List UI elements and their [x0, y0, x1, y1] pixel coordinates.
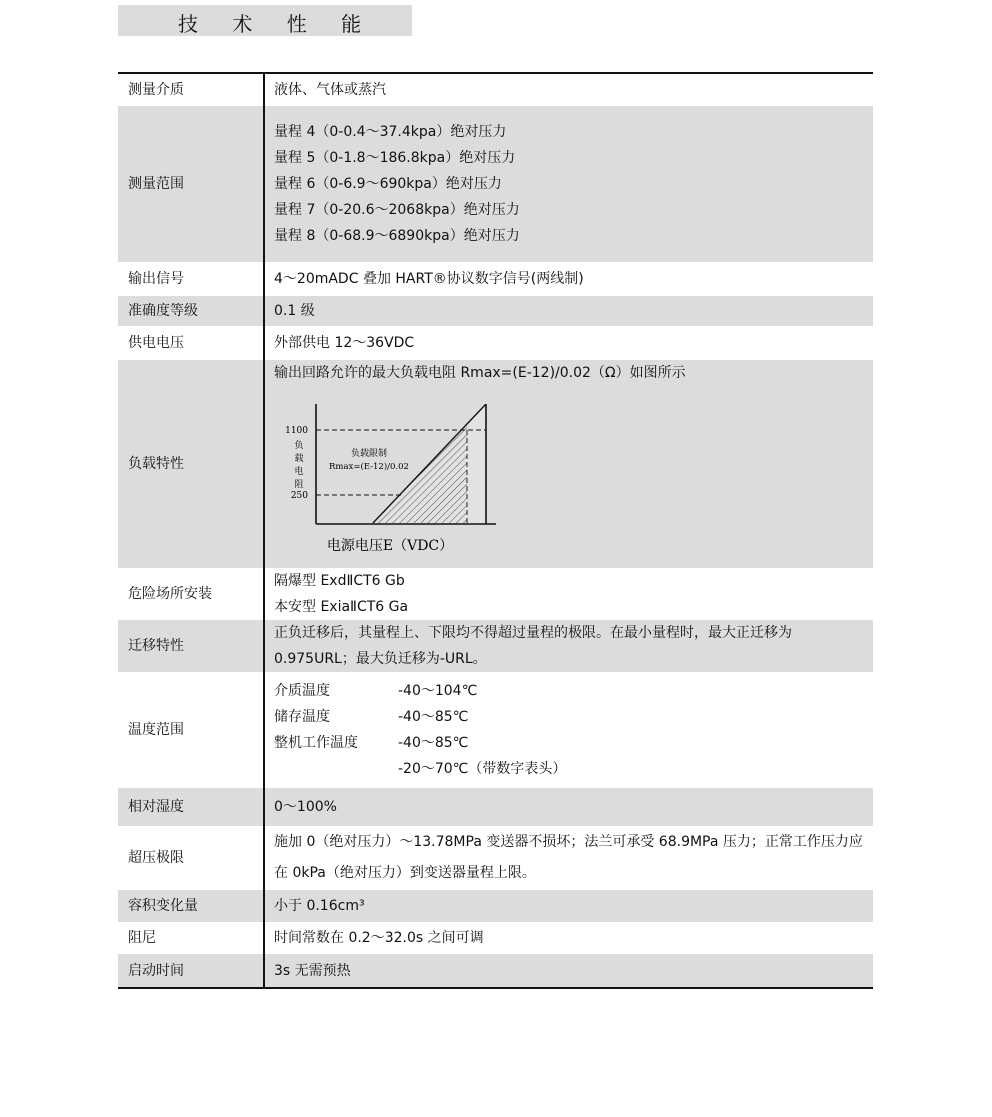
- row-value: [264, 106, 873, 262]
- y-tick-bottom: 250: [290, 491, 308, 501]
- value-line: 隔爆型 ExdⅡCT6 Gb: [274, 573, 405, 589]
- y-axis-label-char: 阻: [294, 480, 304, 490]
- temp-label: 整机工作温度: [274, 735, 358, 751]
- y-axis-label-char: 载: [294, 454, 304, 464]
- section-title: 技 术 性 能: [178, 12, 376, 36]
- value-line: 输出回路允许的最大负载电阻 Rmax=(E-12)/0.02（Ω）如图所示: [274, 365, 686, 381]
- row-value: [264, 922, 873, 954]
- table-row: [118, 788, 873, 826]
- x-axis-label: 电源电压E（VDC）: [326, 538, 454, 554]
- row-label: 温度范围: [118, 672, 264, 788]
- row-label: 准确度等级: [118, 296, 264, 326]
- row-value: [264, 954, 873, 988]
- value-line: 量程 6（0-6.9～690kpa）绝对压力: [274, 176, 502, 192]
- row-value: [264, 262, 873, 296]
- temp-value: -40～85℃: [398, 735, 469, 751]
- temp-label: 储存温度: [274, 709, 330, 725]
- row-value: [264, 73, 873, 106]
- annotation-title: 负载限制: [350, 449, 388, 459]
- table-row: [118, 73, 873, 106]
- table-row: [118, 954, 873, 988]
- value-line: 液体、气体或蒸汽: [274, 82, 386, 98]
- value-line: 3s 无需预热: [274, 962, 351, 979]
- temp-value: -40～104℃: [398, 683, 478, 699]
- value-line: 量程 4（0-0.4～37.4kpa）绝对压力: [274, 124, 507, 140]
- table-row: [118, 620, 873, 672]
- load-characteristic-diagram: [278, 404, 865, 564]
- row-label: 迁移特性: [118, 620, 264, 672]
- value-line: 量程 5（0-1.8～186.8kpa）绝对压力: [274, 150, 516, 166]
- row-value: [264, 568, 873, 620]
- y-axis-label-char: 负: [294, 441, 304, 451]
- table-row: [118, 922, 873, 954]
- row-value: [264, 296, 873, 326]
- temp-label: 介质温度: [274, 683, 330, 699]
- temperature-grid: [274, 678, 865, 782]
- value-line: 外部供电 12～36VDC: [274, 335, 415, 351]
- row-label: 负载特性: [118, 360, 264, 568]
- row-value: [264, 788, 873, 826]
- temp-label: [274, 756, 398, 782]
- row-value: [264, 326, 873, 360]
- value-line: 0.1 级: [274, 303, 315, 319]
- y-tick-top: 1100: [285, 426, 308, 436]
- value-line: 正负迁移后，其量程上、下限均不得超过量程的极限。在最小量程时，最大正迁移为 0.975URL；最大负迁移为-URL。: [274, 625, 792, 667]
- row-label: 阻尼: [118, 922, 264, 954]
- value-line: 本安型 ExiaⅡCT6 Ga: [274, 599, 409, 615]
- value-line: 施加 0（绝对压力）～13.78MPa 变送器不损坏；法兰可承受 68.9MPa 压力；正常工作压力应在 0kPa（绝对压力）到变送器量程上限。: [274, 834, 863, 881]
- value-line: 4～20mADC 叠加 HART®协议数字信号(两线制): [274, 271, 584, 287]
- table-row: [118, 326, 873, 360]
- section-title-bar: [118, 5, 412, 36]
- table-row: [118, 826, 873, 890]
- row-label: 输出信号: [118, 262, 264, 296]
- load-diagram-svg: [278, 404, 518, 564]
- value-line: 时间常数在 0.2～32.0s 之间可调: [274, 930, 484, 946]
- row-label: 超压极限: [118, 826, 264, 890]
- table-row: [118, 262, 873, 296]
- row-label: 容积变化量: [118, 890, 264, 922]
- row-label: 危险场所安装: [118, 568, 264, 620]
- row-label: 供电电压: [118, 326, 264, 360]
- y-axis-label-char: 电: [294, 467, 304, 477]
- table-row: [118, 672, 873, 788]
- row-label: 相对湿度: [118, 788, 264, 826]
- temp-value: -20～70℃（带数字表头）: [398, 761, 567, 777]
- table-row: [118, 890, 873, 922]
- annotation-formula: Rmax=(E-12)/0.02: [329, 462, 409, 472]
- table-row: [118, 360, 873, 568]
- row-value: [264, 672, 873, 788]
- temp-value: -40～85℃: [398, 709, 469, 725]
- table-row: [118, 106, 873, 262]
- row-label: 启动时间: [118, 954, 264, 988]
- row-value: [264, 890, 873, 922]
- value-line: 量程 7（0-20.6～2068kpa）绝对压力: [274, 202, 520, 218]
- row-value: [264, 360, 873, 568]
- table-row: [118, 296, 873, 326]
- value-line: 小于 0.16cm³: [274, 898, 365, 914]
- row-value: [264, 620, 873, 672]
- row-label: 测量范围: [118, 106, 264, 262]
- value-line: 0～100%: [274, 799, 337, 815]
- row-value: [264, 826, 873, 890]
- spec-table: [118, 72, 873, 989]
- row-label: 测量介质: [118, 73, 264, 106]
- value-line: 量程 8（0-68.9～6890kpa）绝对压力: [274, 228, 520, 244]
- table-row: [118, 568, 873, 620]
